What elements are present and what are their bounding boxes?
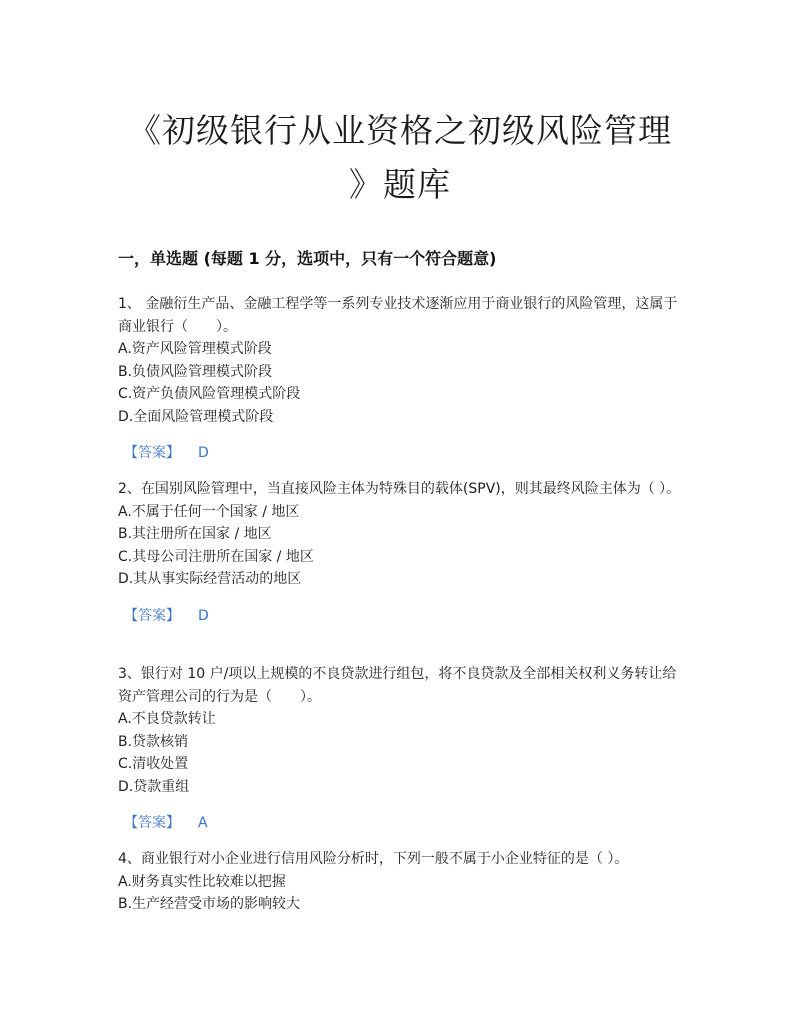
answer-value: A xyxy=(198,815,208,831)
question-option: A.不属于任何一个国家 / 地区 xyxy=(118,503,300,520)
question-option: C.清收处置 xyxy=(118,756,189,772)
answer-value: D xyxy=(198,445,209,461)
question-option: A.资产风险管理模式阶段 xyxy=(118,341,272,357)
answer-label: 【答案】 xyxy=(124,607,180,624)
question-stem: 4、商业银行对小企业进行信用风险分析时，下列一般不属于小企业特征的是（ ）。 xyxy=(118,851,629,867)
question-option: C.其母公司注册所在国家 / 地区 xyxy=(118,548,314,565)
question-option: C.资产负债风险管理模式阶段 xyxy=(118,386,301,402)
answer-line xyxy=(118,605,684,628)
question-option: A.不良贷款转让 xyxy=(118,711,216,727)
question-1 xyxy=(118,293,684,465)
question-2 xyxy=(118,478,684,627)
answer-label: 【答案】 xyxy=(124,815,180,831)
question-option: B.其注册所在国家 / 地区 xyxy=(118,526,272,542)
answer-label: 【答案】 xyxy=(124,445,180,461)
question-option: B.贷款核销 xyxy=(118,733,189,750)
question-option: A.财务真实性比较难以把握 xyxy=(118,873,286,890)
question-stem: 3、银行对 10 户/项以上规模的不良贷款进行组包，将不良贷款及全部相关权利义务转让给资产管理公司的行为是（ ）。 xyxy=(118,666,677,705)
question-4 xyxy=(118,848,684,916)
document-title xyxy=(80,104,720,212)
question-option: D.全面风险管理模式阶段 xyxy=(118,408,274,425)
question-stem: 1、 金融衍生产品、金融工程学等一系列专业技术逐渐应用于商业银行的风险管理，这属于商业银行（ ）。 xyxy=(118,296,678,335)
section-heading: 一，单选题 (每题 1 分，选项中，只有一个符合题意) xyxy=(118,249,497,268)
question-3 xyxy=(118,663,684,835)
title-line-2: 》题库 xyxy=(349,165,451,204)
answer-line xyxy=(118,812,684,835)
question-stem: 2、在国别风险管理中，当直接风险主体为特殊目的载体(SPV)，则其最终风险主体为（ ）。 xyxy=(118,481,681,497)
question-option: D.其从事实际经营活动的地区 xyxy=(118,571,302,587)
title-line-1: 《初级银行从业资格之初级风险管理 xyxy=(128,111,672,150)
question-option: B.生产经营受市场的影响较大 xyxy=(118,896,301,912)
answer-value: D xyxy=(198,607,209,624)
question-option: D.贷款重组 xyxy=(118,778,190,795)
question-option: B.负债风险管理模式阶段 xyxy=(118,363,273,380)
answer-line xyxy=(118,442,684,465)
